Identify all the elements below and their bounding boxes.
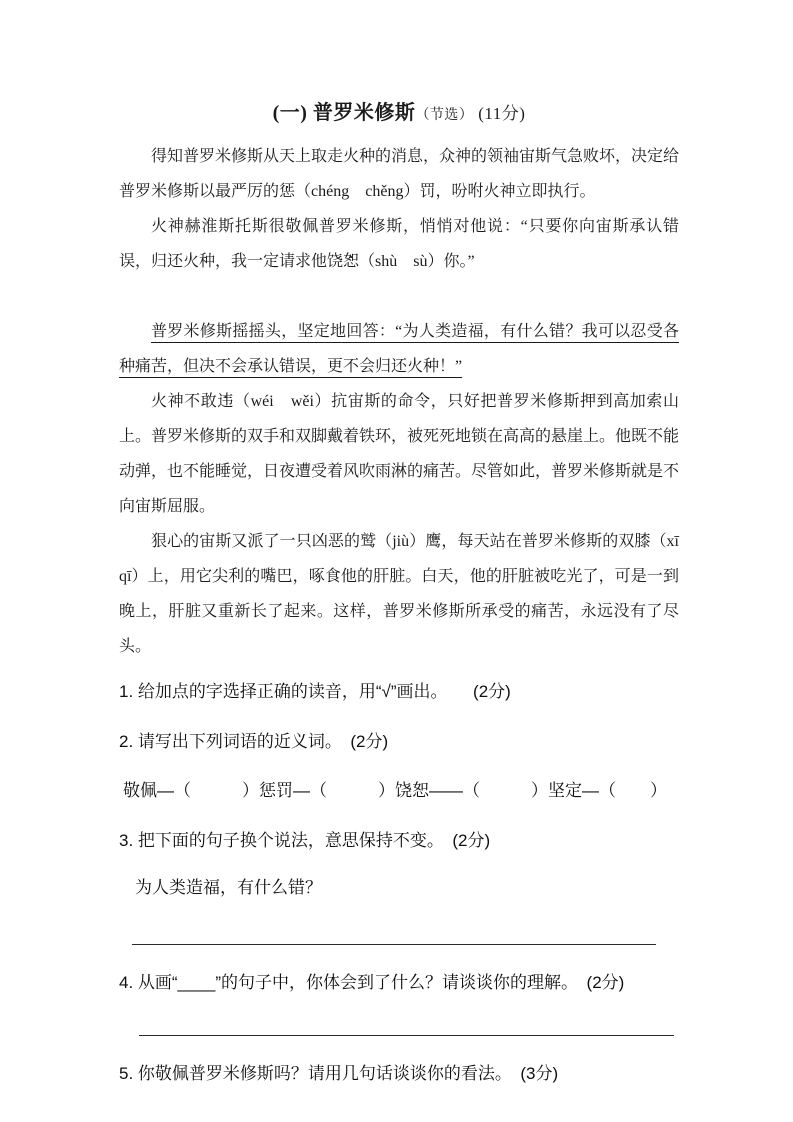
exam-content [119,0,679,1086]
emphasized-character: 惩 • [279,174,295,209]
question-2-synonym-blanks: 敬佩—（ ）惩罚—（ ）饶恕——（ ）坚定—（ ） [123,781,667,800]
emphasized-character: 恕 • [343,244,359,279]
passage-title-main: (一) 普罗米修斯 [272,102,416,124]
emphasized-character: 膝 • [634,524,650,559]
passage-title [119,96,679,125]
passage-paragraph: 火神赫淮斯托斯很敬佩普罗米修斯，悄悄对他说：“只要你向宙斯承认错误，归还火种，我一定请求他饶恕 •（shù sù）你。” [119,209,679,279]
emphasized-character: 违 • [217,384,233,419]
question-4: 4. 从画“____”的句子中，你体会到了什么？请谈谈你的理解。 (2分) [119,973,625,992]
passage-title-subtitle: （节选） [415,108,474,123]
questions-section [119,680,679,1086]
question-1: 1. 给加点的字选择正确的读音，用“√”画出。 (2分) [119,682,511,701]
answer-line-question-4 [139,1035,674,1036]
question-5: 5. 你敬佩普罗米修斯吗？请用几句话谈谈你的看法。 (3分) [119,1064,559,1083]
question-2: 2. 请写出下列词语的近义词。 (2分) [119,732,389,751]
passage-paragraph: 火神不敢违 •（wéi wěi）抗宙斯的命令，只好把普罗米修斯押到高加索山上。普罗米修斯的双手和双脚戴着铁环，被死死地锁在高高的悬崖上。他既不能动弹，也不能睡觉，日夜遭受着风吹雨淋的痛苦。尽管如此，普罗米修斯就是不向宙斯屈服。 [119,384,679,524]
question-3: 3. 把下面的句子换个说法，意思保持不变。 (2分) [119,831,491,850]
passage [119,139,679,664]
answer-line-question-3 [132,944,656,945]
question-3-sentence: 为人类造福，有什么错？ [135,878,322,897]
passage-paragraph: 普罗米修斯摇摇头，坚定地回答：“为人类造福，有什么错？我可以忍受各种痛苦，但决不会承认错误，更不会归还火种！” [119,323,679,375]
passage-title-score: (11分) [473,104,526,123]
passage-paragraph: 狠心的宙斯又派了一只凶恶的鹫（jiù）鹰，每天站在普罗米修斯的双膝 •（xī qī）上，用它尖利的嘴巴，啄食他的肝脏。白天，他的肝脏被吃光了，可是一到晚上，肝脏又重新长了起来。这样，普罗米修斯所承受的痛苦，永远没有了尽头。 [119,524,679,664]
passage-paragraph: 得知普罗米修斯从天上取走火种的消息，众神的领袖宙斯气急败坏，决定给普罗米修斯以最严厉的惩 •（chéng chěng）罚，吩咐火神立即执行。 [119,139,679,209]
